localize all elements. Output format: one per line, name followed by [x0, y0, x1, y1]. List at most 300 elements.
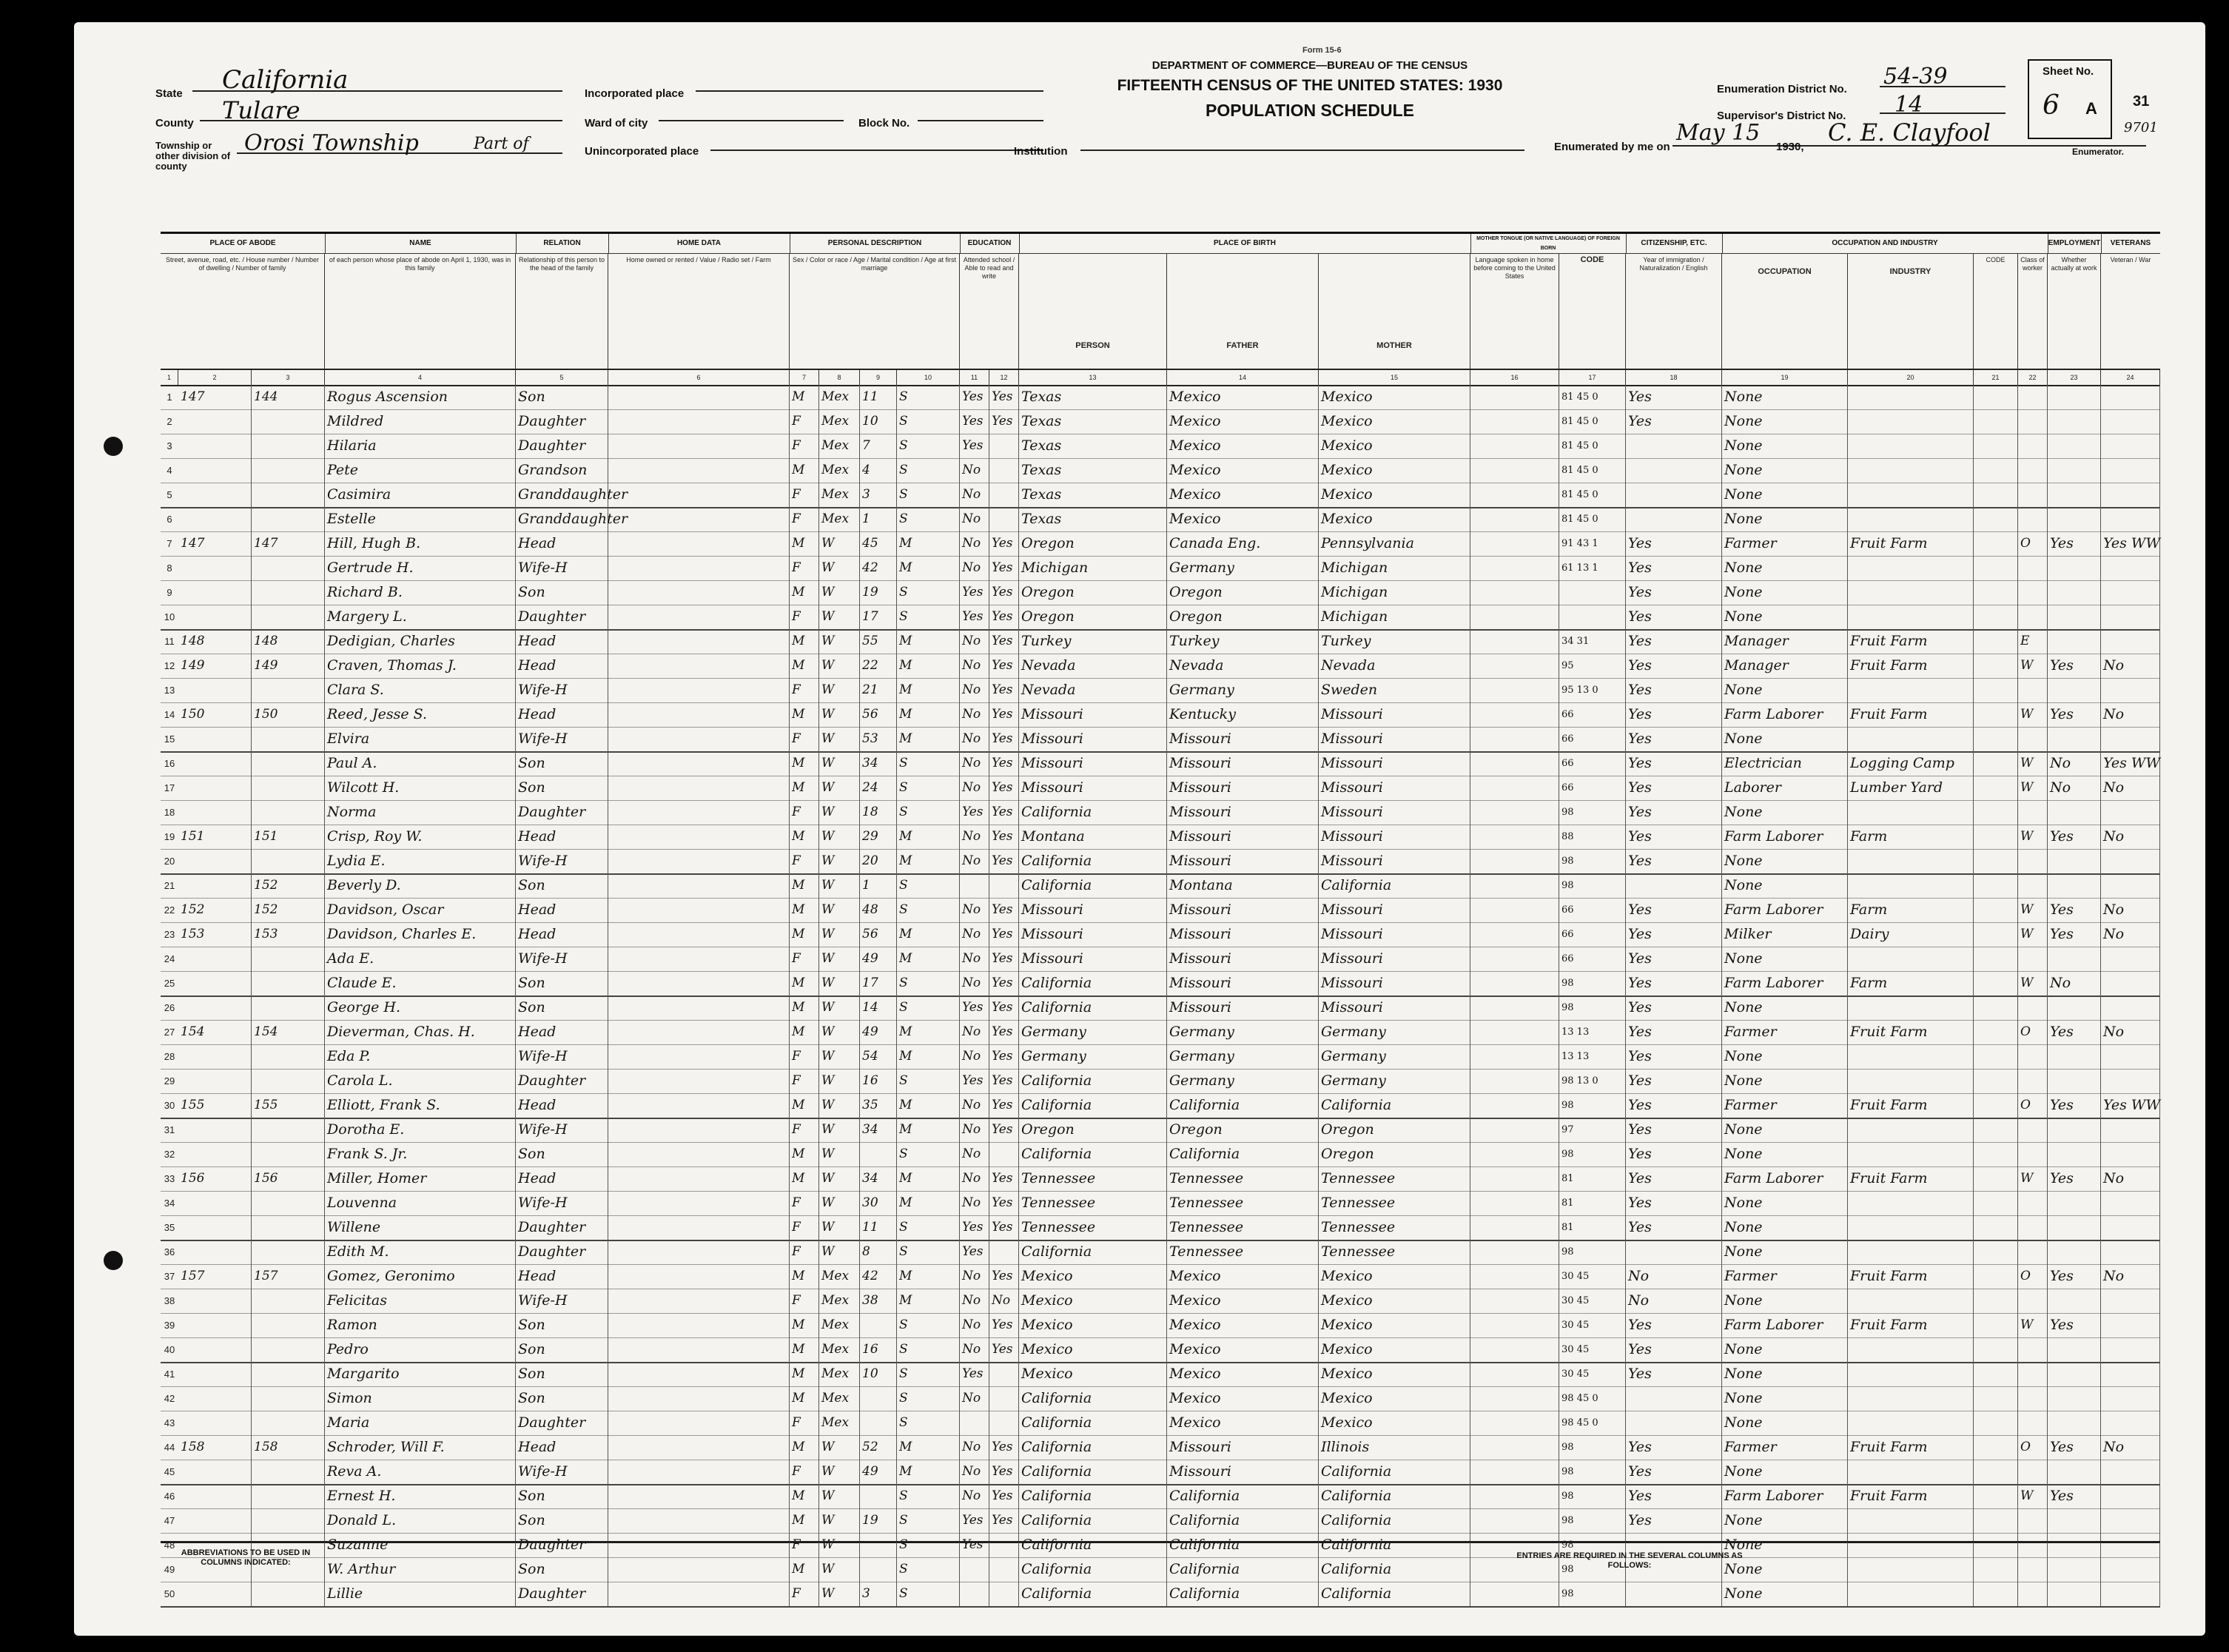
- birth-code-cell: 98 13 0: [1559, 1069, 1626, 1093]
- sex-cell: M: [790, 1435, 819, 1460]
- dwelling-number-cell: [178, 800, 252, 825]
- industry-cell: [1848, 1069, 1974, 1093]
- group-citizenship: CITIZENSHIP, ETC.: [1626, 234, 1723, 254]
- group-employment: EMPLOYMENT: [2048, 234, 2102, 254]
- father-birthplace-cell: Mexico: [1167, 1313, 1319, 1337]
- attended-school-cell: Yes: [960, 800, 989, 825]
- col-head-citizenship: Year of immigration / Naturalization / English: [1626, 253, 1722, 370]
- father-birthplace-cell: California: [1167, 1142, 1319, 1166]
- family-number-cell: [252, 1240, 325, 1264]
- table-row: [161, 995, 2160, 1021]
- mother-tongue-cell: [1470, 1240, 1559, 1264]
- family-number-cell: 154: [252, 1020, 325, 1044]
- home-data-cell: [608, 531, 790, 556]
- employment-cell: Yes: [2048, 1093, 2101, 1118]
- supervisor-label: Supervisor's District No.: [1717, 110, 1846, 122]
- birth-code-cell: 98: [1559, 1240, 1626, 1264]
- occupation-cell: None: [1722, 409, 1848, 434]
- line-number-cell: 3: [167, 440, 172, 451]
- column-number: 12: [989, 370, 1019, 385]
- mother-birthplace-cell: Sweden: [1319, 678, 1470, 702]
- age-cell: [860, 1484, 897, 1508]
- relation-cell: Grandson: [516, 458, 608, 483]
- english-cell: Yes: [1626, 849, 1722, 873]
- birth-code-cell: 30 45: [1559, 1362, 1626, 1386]
- attended-school-cell: Yes: [960, 1069, 989, 1093]
- father-birthplace-cell: Germany: [1167, 1044, 1319, 1069]
- line-number-cell: 39: [164, 1320, 175, 1331]
- mother-tongue-cell: [1470, 776, 1559, 800]
- sex-cell: M: [790, 873, 819, 898]
- marital-cell: S: [897, 971, 960, 995]
- age-cell: 11: [860, 1215, 897, 1240]
- marital-cell: M: [897, 947, 960, 971]
- ward-label: Ward of city: [585, 117, 648, 130]
- relation-cell: Wife-H: [516, 1289, 608, 1313]
- english-cell: Yes: [1626, 898, 1722, 922]
- veteran-cell: [2101, 385, 2160, 409]
- employment-cell: [2048, 1069, 2101, 1093]
- township-label: Township or other division of county: [155, 140, 231, 172]
- dwelling-number-cell: 150: [178, 702, 252, 727]
- line-number-cell: 43: [164, 1417, 175, 1428]
- enumerator-name: C. E. Clayfool: [1828, 118, 1991, 147]
- class-of-worker-cell: [2018, 947, 2048, 971]
- age-cell: [860, 1411, 897, 1435]
- table-row: [161, 849, 2160, 875]
- table-row: [161, 1411, 2160, 1436]
- ind-code-cell: [1974, 995, 2018, 1020]
- read-write-cell: Yes: [989, 1215, 1019, 1240]
- age-cell: 3: [860, 483, 897, 507]
- home-data-cell: [608, 849, 790, 873]
- employment-cell: [2048, 849, 2101, 873]
- attended-school-cell: Yes: [960, 1533, 989, 1557]
- age-cell: 4: [860, 458, 897, 483]
- person-name-cell: Schroder, Will F.: [325, 1435, 516, 1460]
- ind-code-cell: [1974, 458, 2018, 483]
- employment-cell: Yes: [2048, 825, 2101, 849]
- race-cell: W: [819, 1240, 860, 1264]
- birthplace-cell: California: [1019, 849, 1167, 873]
- english-cell: Yes: [1626, 1191, 1722, 1215]
- occupation-cell: Farmer: [1722, 1435, 1848, 1460]
- sex-cell: F: [790, 1582, 819, 1606]
- english-cell: Yes: [1626, 1044, 1722, 1069]
- relation-cell: Daughter: [516, 800, 608, 825]
- line-number-cell: 42: [164, 1393, 175, 1404]
- line-number-cell: 2: [167, 416, 172, 427]
- veteran-cell: No: [2101, 1264, 2160, 1289]
- corner-number: 31: [2133, 93, 2150, 110]
- read-write-cell: Yes: [989, 1044, 1019, 1069]
- class-of-worker-cell: [2018, 1069, 2048, 1093]
- industry-cell: [1848, 1191, 1974, 1215]
- form-number: Form 15-6: [1302, 46, 1342, 55]
- english-cell: Yes: [1626, 1508, 1722, 1533]
- attended-school-cell: No: [960, 1166, 989, 1191]
- line-number-cell: 1: [167, 392, 172, 403]
- race-cell: W: [819, 605, 860, 629]
- marital-cell: M: [897, 1093, 960, 1118]
- mother-tongue-cell: [1470, 483, 1559, 507]
- home-data-cell: [608, 385, 790, 409]
- race-cell: W: [819, 702, 860, 727]
- attended-school-cell: No: [960, 1289, 989, 1313]
- person-name-cell: Beverly D.: [325, 873, 516, 898]
- person-name-cell: Norma: [325, 800, 516, 825]
- occupation-cell: None: [1722, 1142, 1848, 1166]
- home-data-cell: [608, 1069, 790, 1093]
- ind-code-cell: [1974, 580, 2018, 605]
- family-number-cell: 150: [252, 702, 325, 727]
- sex-cell: M: [790, 776, 819, 800]
- occupation-cell: None: [1722, 727, 1848, 751]
- dwelling-number-cell: [178, 434, 252, 458]
- employment-cell: Yes: [2048, 1020, 2101, 1044]
- group-place-of-abode: PLACE OF ABODE: [161, 234, 326, 254]
- race-cell: W: [819, 898, 860, 922]
- mother-birthplace-cell: Tennessee: [1319, 1166, 1470, 1191]
- english-cell: Yes: [1626, 1460, 1722, 1484]
- col-head-home: Home owned or rented / Value / Radio set / Farm: [608, 253, 790, 370]
- relation-cell: Daughter: [516, 1411, 608, 1435]
- marital-cell: S: [897, 434, 960, 458]
- read-write-cell: [989, 1386, 1019, 1411]
- father-birthplace-cell: Mexico: [1167, 409, 1319, 434]
- english-cell: [1626, 1386, 1722, 1411]
- ind-code-cell: [1974, 776, 2018, 800]
- institution-label: Institution: [1014, 145, 1068, 158]
- marital-cell: S: [897, 1557, 960, 1582]
- person-name-cell: Paul A.: [325, 751, 516, 776]
- family-number-cell: 153: [252, 922, 325, 947]
- dwelling-number-cell: [178, 1337, 252, 1362]
- birth-code-cell: [1559, 605, 1626, 629]
- marital-cell: S: [897, 1240, 960, 1264]
- table-row: [161, 434, 2160, 459]
- family-number-cell: [252, 727, 325, 751]
- dwelling-number-cell: 157: [178, 1264, 252, 1289]
- industry-cell: [1848, 727, 1974, 751]
- birthplace-cell: California: [1019, 1508, 1167, 1533]
- industry-cell: [1848, 1386, 1974, 1411]
- attended-school-cell: No: [960, 849, 989, 873]
- race-cell: W: [819, 971, 860, 995]
- relation-cell: Daughter: [516, 1582, 608, 1606]
- sex-cell: M: [790, 1557, 819, 1582]
- birthplace-cell: Tennessee: [1019, 1166, 1167, 1191]
- sex-cell: F: [790, 1069, 819, 1093]
- veteran-cell: No: [2101, 1166, 2160, 1191]
- sheet-label: Sheet No.: [2043, 65, 2094, 78]
- table-row: [161, 1044, 2160, 1070]
- person-name-cell: Casimira: [325, 483, 516, 507]
- mother-birthplace-cell: Mexico: [1319, 1411, 1470, 1435]
- column-number: 19: [1722, 370, 1848, 385]
- english-cell: Yes: [1626, 971, 1722, 995]
- relation-cell: Daughter: [516, 409, 608, 434]
- birth-code-cell: 66: [1559, 922, 1626, 947]
- age-cell: 56: [860, 922, 897, 947]
- race-cell: W: [819, 1069, 860, 1093]
- occupation-cell: None: [1722, 1386, 1848, 1411]
- home-data-cell: [608, 629, 790, 654]
- class-of-worker-cell: [2018, 678, 2048, 702]
- sex-cell: F: [790, 1289, 819, 1313]
- ind-code-cell: [1974, 1044, 2018, 1069]
- attended-school-cell: No: [960, 702, 989, 727]
- industry-cell: Fruit Farm: [1848, 1264, 1974, 1289]
- race-cell: W: [819, 1166, 860, 1191]
- birthplace-cell: California: [1019, 1557, 1167, 1582]
- line-number-cell: 30: [164, 1100, 175, 1111]
- age-cell: 45: [860, 531, 897, 556]
- ind-code-cell: [1974, 1166, 2018, 1191]
- mother-birthplace-cell: Missouri: [1319, 995, 1470, 1020]
- marital-cell: S: [897, 409, 960, 434]
- relation-cell: Son: [516, 385, 608, 409]
- age-cell: 55: [860, 629, 897, 654]
- relation-cell: Wife-H: [516, 727, 608, 751]
- employment-cell: Yes: [2048, 654, 2101, 678]
- line-number-cell: 38: [164, 1295, 175, 1306]
- dwelling-number-cell: [178, 1142, 252, 1166]
- class-of-worker-cell: [2018, 800, 2048, 825]
- marital-cell: M: [897, 1191, 960, 1215]
- relation-cell: Daughter: [516, 1240, 608, 1264]
- age-cell: 35: [860, 1093, 897, 1118]
- home-data-cell: [608, 1166, 790, 1191]
- mother-birthplace-cell: Mexico: [1319, 434, 1470, 458]
- enumerated-date: May 15: [1676, 120, 1761, 146]
- father-birthplace-cell: Missouri: [1167, 898, 1319, 922]
- marital-cell: M: [897, 727, 960, 751]
- mother-tongue-cell: [1470, 702, 1559, 727]
- birth-person-label: PERSON: [1075, 341, 1110, 350]
- home-data-cell: [608, 507, 790, 531]
- dwelling-number-cell: 147: [178, 531, 252, 556]
- mother-birthplace-cell: Tennessee: [1319, 1240, 1470, 1264]
- birthplace-cell: Mexico: [1019, 1264, 1167, 1289]
- birthplace-cell: Oregon: [1019, 531, 1167, 556]
- table-row: [161, 1240, 2160, 1265]
- relation-cell: Head: [516, 922, 608, 947]
- marital-cell: M: [897, 849, 960, 873]
- family-number-cell: [252, 1142, 325, 1166]
- marital-cell: S: [897, 458, 960, 483]
- birth-code-cell: 95 13 0: [1559, 678, 1626, 702]
- attended-school-cell: No: [960, 1386, 989, 1411]
- read-write-cell: Yes: [989, 1435, 1019, 1460]
- mother-birthplace-cell: Missouri: [1319, 849, 1470, 873]
- mother-birthplace-cell: Mexico: [1319, 385, 1470, 409]
- age-cell: 1: [860, 507, 897, 531]
- marital-cell: S: [897, 873, 960, 898]
- english-cell: Yes: [1626, 800, 1722, 825]
- dwelling-number-cell: [178, 580, 252, 605]
- employment-cell: [2048, 605, 2101, 629]
- relation-cell: Head: [516, 629, 608, 654]
- dwelling-number-cell: [178, 995, 252, 1020]
- person-name-cell: Crisp, Roy W.: [325, 825, 516, 849]
- birth-code-cell: 98: [1559, 1142, 1626, 1166]
- read-write-cell: Yes: [989, 654, 1019, 678]
- read-write-cell: Yes: [989, 531, 1019, 556]
- english-cell: Yes: [1626, 1020, 1722, 1044]
- binder-hole: [104, 437, 123, 456]
- mother-birthplace-cell: Missouri: [1319, 702, 1470, 727]
- birthplace-cell: Mexico: [1019, 1289, 1167, 1313]
- english-cell: Yes: [1626, 629, 1722, 654]
- veteran-cell: [2101, 434, 2160, 458]
- mother-birthplace-cell: California: [1319, 1093, 1470, 1118]
- age-cell: [860, 1313, 897, 1337]
- dwelling-number-cell: [178, 1362, 252, 1386]
- mother-birthplace-cell: California: [1319, 873, 1470, 898]
- relation-cell: Son: [516, 1484, 608, 1508]
- mother-tongue-cell: [1470, 1435, 1559, 1460]
- veteran-cell: [2101, 507, 2160, 531]
- class-of-worker-cell: [2018, 605, 2048, 629]
- marital-cell: S: [897, 1337, 960, 1362]
- line-number-cell: 29: [164, 1075, 175, 1087]
- industry-cell: Fruit Farm: [1848, 1484, 1974, 1508]
- father-birthplace-cell: Mexico: [1167, 1411, 1319, 1435]
- english-cell: Yes: [1626, 1166, 1722, 1191]
- marital-cell: M: [897, 654, 960, 678]
- industry-label: INDUSTRY: [1889, 267, 1932, 276]
- dwelling-number-cell: 154: [178, 1020, 252, 1044]
- age-cell: 17: [860, 605, 897, 629]
- english-cell: Yes: [1626, 727, 1722, 751]
- occupation-cell: Farm Laborer: [1722, 1313, 1848, 1337]
- line-number-cell: 9: [167, 587, 172, 598]
- relation-cell: Wife-H: [516, 1191, 608, 1215]
- father-birthplace-cell: Oregon: [1167, 605, 1319, 629]
- father-birthplace-cell: Germany: [1167, 556, 1319, 580]
- mother-tongue-cell: [1470, 825, 1559, 849]
- line-number-cell: 4: [167, 465, 172, 476]
- read-write-cell: Yes: [989, 898, 1019, 922]
- industry-cell: [1848, 1508, 1974, 1533]
- birthplace-cell: Mexico: [1019, 1337, 1167, 1362]
- person-name-cell: Carola L.: [325, 1069, 516, 1093]
- attended-school-cell: Yes: [960, 1215, 989, 1240]
- col-head-personal: Sex / Color or race / Age / Marital condition / Age at first marriage: [790, 253, 960, 370]
- attended-school-cell: No: [960, 1020, 989, 1044]
- abbrev-title: ABBREVIATIONS TO BE USED IN COLUMNS INDICATED:: [181, 1548, 311, 1567]
- sex-cell: F: [790, 727, 819, 751]
- father-birthplace-cell: Nevada: [1167, 654, 1319, 678]
- class-of-worker-cell: O: [2018, 1264, 2048, 1289]
- ind-code-cell: [1974, 409, 2018, 434]
- group-education: EDUCATION: [960, 234, 1020, 254]
- birthplace-cell: Tennessee: [1019, 1191, 1167, 1215]
- birth-code-cell: 98: [1559, 971, 1626, 995]
- line-number-cell: 11: [164, 636, 175, 647]
- class-of-worker-cell: [2018, 1142, 2048, 1166]
- person-name-cell: W. Arthur: [325, 1557, 516, 1582]
- occupation-cell: None: [1722, 678, 1848, 702]
- home-data-cell: [608, 873, 790, 898]
- dwelling-number-cell: [178, 483, 252, 507]
- veteran-cell: No: [2101, 1435, 2160, 1460]
- read-write-cell: [989, 483, 1019, 507]
- read-write-cell: Yes: [989, 825, 1019, 849]
- class-of-worker-cell: W: [2018, 922, 2048, 947]
- mother-tongue-cell: [1470, 605, 1559, 629]
- class-of-worker-cell: [2018, 1240, 2048, 1264]
- table-row: [161, 1289, 2160, 1314]
- ind-code-cell: [1974, 1289, 2018, 1313]
- table-row: [161, 654, 2160, 679]
- ind-code-cell: [1974, 629, 2018, 654]
- mother-tongue-cell: [1470, 531, 1559, 556]
- family-number-cell: [252, 556, 325, 580]
- marital-cell: M: [897, 1166, 960, 1191]
- read-write-cell: Yes: [989, 1191, 1019, 1215]
- father-birthplace-cell: Missouri: [1167, 849, 1319, 873]
- line-number-cell: 24: [164, 953, 175, 964]
- mother-tongue-cell: [1470, 1289, 1559, 1313]
- read-write-cell: Yes: [989, 995, 1019, 1020]
- ind-code-cell: [1974, 702, 2018, 727]
- ind-code-cell: [1974, 1215, 2018, 1240]
- occupation-cell: None: [1722, 800, 1848, 825]
- father-birthplace-cell: Tennessee: [1167, 1166, 1319, 1191]
- birth-code-cell: 98: [1559, 1508, 1626, 1533]
- group-mother-tongue: MOTHER TONGUE (OR NATIVE LANGUAGE) OF FOREIGN BORN: [1470, 234, 1627, 254]
- mother-birthplace-cell: California: [1319, 1582, 1470, 1606]
- birthplace-cell: Texas: [1019, 483, 1167, 507]
- birth-code-cell: 34 31: [1559, 629, 1626, 654]
- veteran-cell: [2101, 1411, 2160, 1435]
- mother-tongue-cell: [1470, 1411, 1559, 1435]
- occupation-cell: None: [1722, 995, 1848, 1020]
- family-number-cell: [252, 751, 325, 776]
- read-write-cell: Yes: [989, 800, 1019, 825]
- dwelling-number-cell: [178, 1215, 252, 1240]
- enumerated-year: 1930,: [1776, 141, 1804, 153]
- ind-code-cell: [1974, 1460, 2018, 1484]
- birth-code-cell: 98: [1559, 1582, 1626, 1606]
- family-number-cell: [252, 1313, 325, 1337]
- sex-cell: M: [790, 702, 819, 727]
- father-birthplace-cell: Mexico: [1167, 507, 1319, 531]
- birth-code-cell: 13 13: [1559, 1044, 1626, 1069]
- dwelling-number-cell: 155: [178, 1093, 252, 1118]
- family-number-cell: [252, 434, 325, 458]
- ind-code-cell: [1974, 1264, 2018, 1289]
- attended-school-cell: No: [960, 898, 989, 922]
- occupation-cell: Farm Laborer: [1722, 1484, 1848, 1508]
- person-name-cell: Louvenna: [325, 1191, 516, 1215]
- industry-cell: Fruit Farm: [1848, 654, 1974, 678]
- race-cell: W: [819, 727, 860, 751]
- industry-cell: [1848, 1362, 1974, 1386]
- attended-school-cell: No: [960, 531, 989, 556]
- home-data-cell: [608, 1460, 790, 1484]
- occupation-cell: None: [1722, 1240, 1848, 1264]
- english-cell: Yes: [1626, 654, 1722, 678]
- mother-tongue-cell: [1470, 849, 1559, 873]
- birth-code-cell: 30 45: [1559, 1337, 1626, 1362]
- english-cell: Yes: [1626, 825, 1722, 849]
- birthplace-cell: Mexico: [1019, 1313, 1167, 1337]
- employment-cell: [2048, 727, 2101, 751]
- person-name-cell: Claude E.: [325, 971, 516, 995]
